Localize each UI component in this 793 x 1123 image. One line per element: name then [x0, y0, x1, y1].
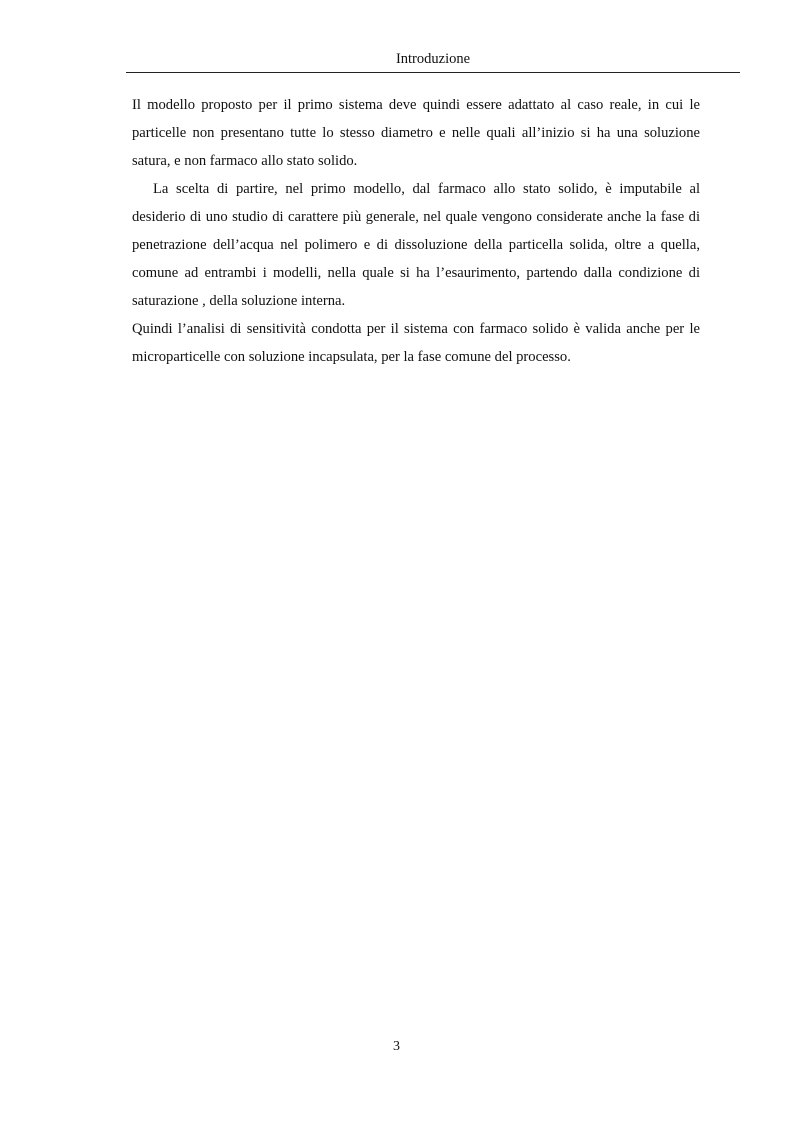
body-text [132, 91, 700, 371]
paragraph-1: Il modello proposto per il primo sistema deve quindi essere adattato al caso reale, in cui le particelle non presentano tutte lo stesso diametro e nelle quali all’inizio si ha una soluzione satura, e non farmaco allo stato solido. [132, 97, 700, 169]
page-number: 3 [393, 1039, 400, 1054]
running-header: Introduzione [126, 50, 740, 73]
paragraph-2: La scelta di partire, nel primo modello, dal farmaco allo stato solido, è imputabile al desiderio di uno studio di carattere più generale, nel quale vengono considerate anche la fase di penetrazione dell’acqua nel polimero e di dissoluzione della particella solida, oltre a quella, comune ad entrambi i modelli, nella quale si ha l’esaurimento, partendo dalla condizione di saturazione , della soluzione interna. [132, 181, 700, 309]
paragraph-3: Quindi l’analisi di sensitività condotta per il sistema con farmaco solido è valida anche per le microparticelle con soluzione incapsulata, per la fase comune del processo. [132, 321, 700, 365]
